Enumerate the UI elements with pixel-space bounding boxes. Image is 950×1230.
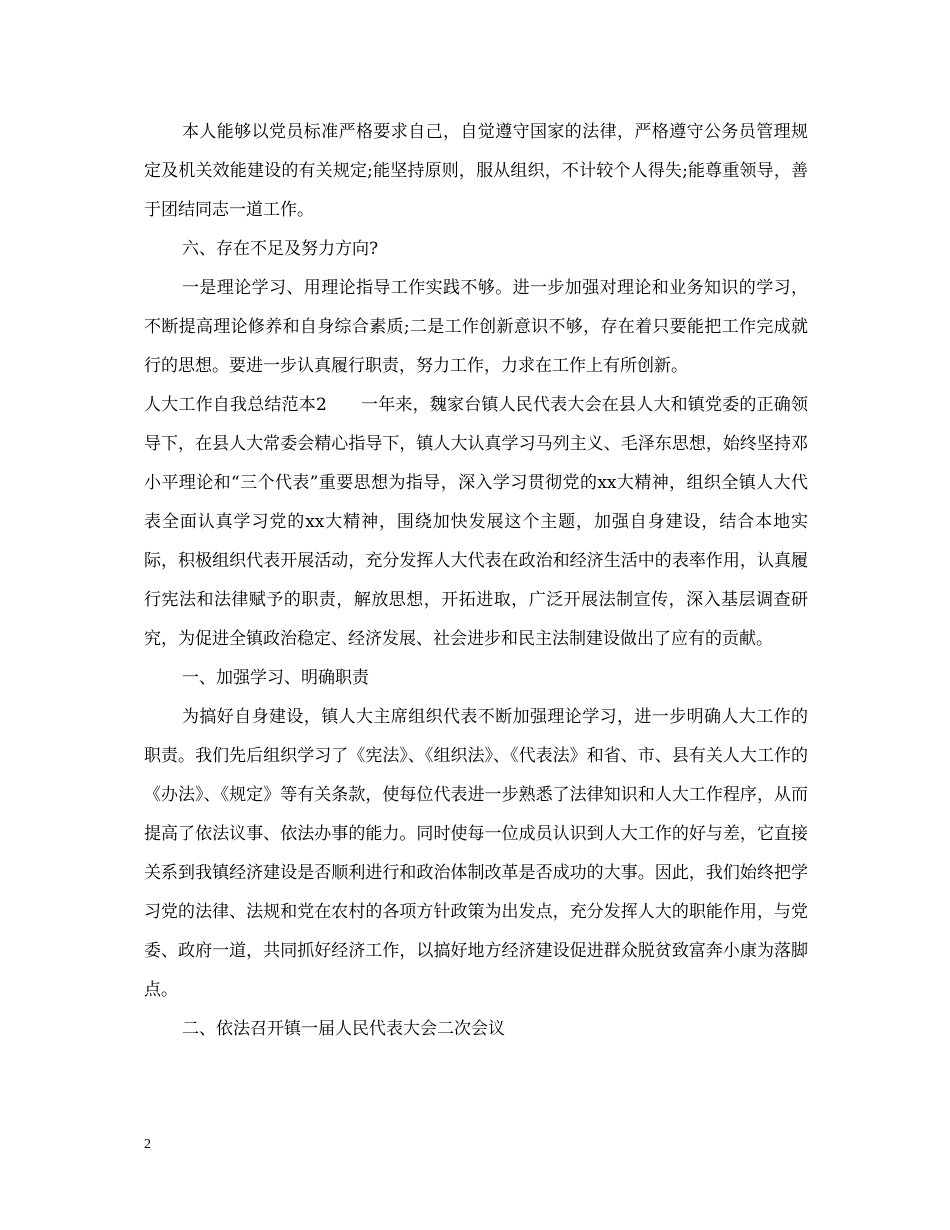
section-heading-study: 一、加强学习、明确职责 xyxy=(182,668,369,688)
page-number: 2 xyxy=(144,1137,151,1152)
paragraph-shortcomings: 一是理论学习、用理论指导工作实践不够。进一步加强对理论和业务知识的学习，不断提高理论修养和自身综合素质;二是工作创新意识不够，存在着只要能把工作完成就行的思想。要进一步认真履行职责，努力工作，力求在工作上有所创新。 xyxy=(144,278,808,376)
sample-2-body: 一年来，魏家台镇人民代表大会在县人大和镇党委的正确领导下，在县人大常委会精心指导下，镇人大认真学习马列主义、毛泽东思想，始终坚持邓小平理论和“三个代表”重要思想为指导，深入学习贯彻党的xx大精神，组织全镇人大代表全面认真学习党的xx大精神，围绕加快发展这个主题，加强自身建设，结合本地实际，积极组织代表开展活动，充分发挥人大代表在政治和经济生活中的表率作用，认真履行宪法和法律赋予的职责，解放思想，开拓进取，广泛开展法制宣传，深入基层调查研究，为促进全镇政治稳定、经济发展、社会进步和民主法制建设做出了应有的贡献。 xyxy=(144,395,808,649)
document-page xyxy=(144,113,808,1049)
section-heading-shortcomings: 六、存在不足及努力方向? xyxy=(182,239,379,259)
sample-title: 人大工作自我总结范本2 xyxy=(144,395,327,415)
paragraph-self-discipline: 本人能够以党员标准严格要求自己，自觉遵守国家的法律，严格遵守公务员管理规定及机关效能建设的有关规定;能坚持原则，服从组织，不计较个人得失;能尊重领导，善于团结同志一道工作。 xyxy=(144,122,808,220)
paragraph-sample-2 xyxy=(144,386,808,659)
section-heading-congress: 二、依法召开镇一届人民代表大会二次会议 xyxy=(182,1019,505,1039)
paragraph-study: 为搞好自身建设，镇人大主席组织代表不断加强理论学习，进一步明确人大工作的职责。我们先后组织学习了《宪法》、《组织法》、《代表法》和省、市、县有关人大工作的《办法》、《规定》等有关条款，使每位代表进一步熟悉了法律知识和人大工作程序，从而提高了依法议事、依法办事的能力。同时使每一位成员认识到人大工作的好与差，它直接关系到我镇经济建设是否顺利进行和政治体制改革是否成功的大事。因此，我们始终把学习党的法律、法规和党在农村的各项方针政策为出发点，充分发挥人大的职能作用，与党委、政府一道，共同抓好经济工作，以搞好地方经济建设促进群众脱贫致富奔小康为落脚点。 xyxy=(144,707,808,1000)
